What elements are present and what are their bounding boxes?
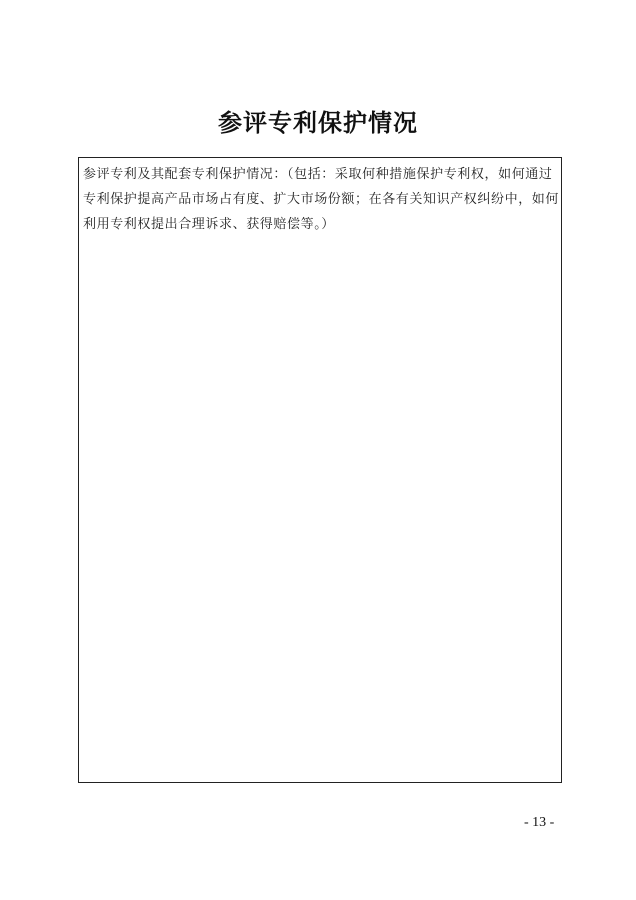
page-title: 参评专利保护情况 bbox=[218, 109, 418, 137]
page-number: - 13 - bbox=[524, 815, 555, 830]
instruction-text: 参评专利及其配套专利保护情况：（包括：采取何种措施保护专利权，如何通过专利保护提高产品市场占有度、扩大市场份额；在各有关知识产权纠纷中，如何利用专利权提出合理诉求、获得赔偿等。） bbox=[83, 167, 560, 232]
protection-info-box[interactable] bbox=[78, 157, 562, 783]
